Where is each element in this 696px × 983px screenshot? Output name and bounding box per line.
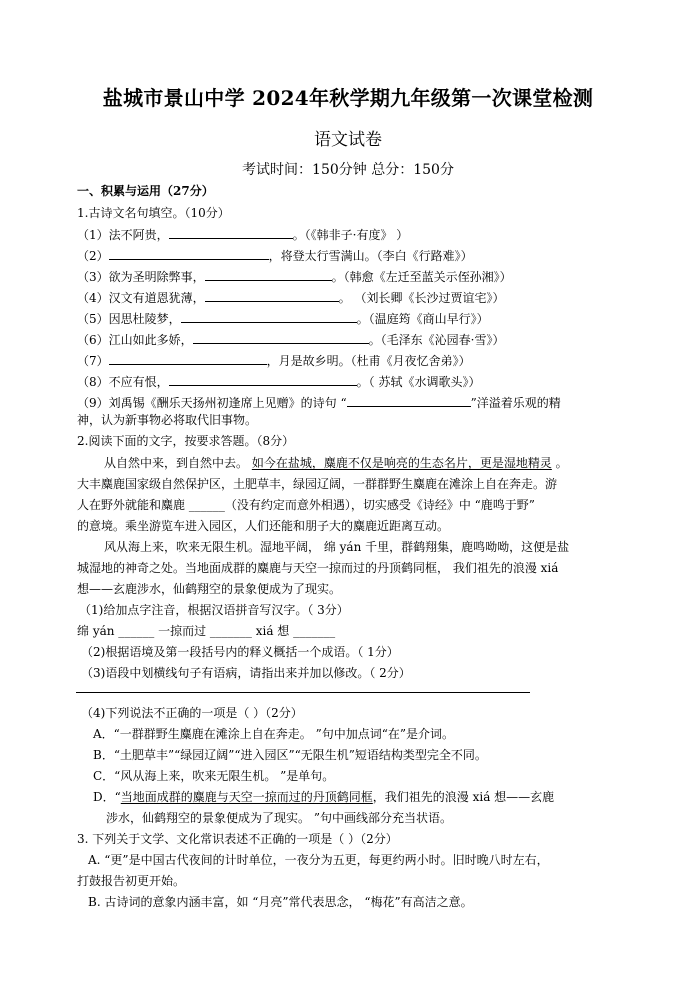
option-a: A．“一群群野生麋鹿在滩涂上自在奔走。 ”句中加点词“在”是介词。 (93, 727, 455, 741)
sub-question-1: （1)给加点字注音，根据汉语拼音写汉字。（ 3分） (79, 603, 349, 617)
q1-item-1 (77, 226, 408, 243)
underlined-phrase: 当地面成群的麋鹿与天空一掠而过的丹顶鹤同框 (120, 790, 373, 804)
passage-text: 。 (551, 456, 568, 470)
q1-item-8 (77, 373, 480, 390)
item-text: （3）欲为圣明除弊事， (77, 270, 205, 284)
passage-line: 风从海上来，吹来无限生机。湿地平阔， 绵 yán 千里，群鹤翔集，鹿鸣呦呦，这便是盐 (104, 540, 570, 554)
q1-item-9-continuation: 神，认为新事物必将取代旧事物。 (77, 413, 258, 427)
passage-line: 想——玄鹿涉水，仙鹤翔空的景象便成为了现实。 (77, 582, 342, 596)
underlined-sentence: 如今在盐城，麋鹿不仅是响亮的生态名片，更是湿地精灵 (251, 456, 552, 470)
q1-item-2 (77, 247, 473, 264)
item-source: ，将登太行雪满山。（李白《行路难》） (268, 249, 473, 263)
passage-line: 的意境。乘坐游览车进入园区，人们还能和朋子大的麋鹿近距离互动。 (77, 519, 450, 533)
option-text: ，我们祖先的浪漫 xiá 想——玄鹿 (372, 790, 555, 804)
option-c: C．“风从海上来，吹来无限生机。 ”是单句。 (93, 769, 335, 783)
sub-question-3: （3)语段中划横线句子有语病，请指出来并加以修改。（ 2分） (81, 666, 411, 680)
item-source: 。（毛泽东《沁园春·雪》） (368, 333, 505, 347)
sub-question-2: （2)根据语境及第一段括号内的释义概括一个成语。（ 1分） (81, 645, 399, 659)
answer-blank[interactable] (193, 331, 369, 344)
item-text: ”洋溢着乐观的精 (470, 396, 561, 410)
answer-blank[interactable] (205, 268, 332, 281)
answer-blank[interactable] (169, 373, 357, 386)
item-source: 。（《韩非子·有度》 ） (292, 228, 409, 242)
answer-blank[interactable] (181, 310, 357, 323)
q1-item-6 (77, 331, 504, 348)
item-text: （9）刘禹锡《酬乐天扬州初逢席上见赠》的诗句 “ (77, 396, 347, 410)
question-2-stem: 2.阅读下面的文字，按要求答题。（8分） (77, 434, 295, 448)
q3-option-b: B. 古诗词的意象内涵丰富，如 “月亮”常代表思念， “梅花”有高洁之意。 (88, 895, 473, 909)
item-text: （2） (77, 249, 109, 263)
question-3-stem: 3. 下列关于文学、文化常识表述不正确的一项是（ ）（2分） (77, 832, 398, 846)
passage-text: 从自然中来，到自然中去。 (104, 456, 252, 470)
option-text: D．“ (93, 790, 121, 804)
answer-blank[interactable] (169, 226, 293, 239)
item-text: （5）因思杜陵梦， (77, 312, 181, 326)
item-source: ，月是故乡明。（杜甫《月夜忆舍弟》） (266, 354, 471, 368)
item-text: （1）法不阿贵， (77, 228, 169, 242)
item-text: （7） (77, 354, 109, 368)
q1-item-4 (77, 289, 504, 306)
passage-line: 人在野外就能和麋鹿 ______（没有约定而意外相遇），切实感受《诗经》中 “鹿鸣于野” (77, 498, 535, 512)
item-text: （6）江山如此多娇， (77, 333, 193, 347)
sub-question-4: （4)下列说法不正确的一项是（ ）（2分） (81, 706, 303, 720)
option-d-continuation: 涉水，仙鹤翔空的景象便成为了现实。 ”句中画线部分充当状语。 (106, 811, 452, 825)
passage-line (104, 455, 568, 471)
sub-question-1-answers: 绵 yán ______ 一掠而过 _______ xiá 想 _______ (77, 624, 336, 638)
option-d (93, 789, 554, 805)
q1-item-3 (77, 268, 512, 285)
option-b: B．“土肥草丰”“绿园辽阔”“进入园区”“无限生机”短语结构类型完全不同。 (93, 748, 487, 762)
q3-option-a: A. “更”是中国古代夜间的计时单位，一夜分为五更，每更约两小时。旧时晚八时左右， (88, 853, 549, 867)
answer-blank[interactable] (109, 247, 269, 260)
item-source: 。（ 苏轼《水调歌头》） (356, 375, 481, 389)
exam-info: 考试时间：150分钟 总分：150分 (242, 162, 454, 178)
item-source: 。 （刘长卿《长沙过贾谊宅》） (338, 291, 505, 305)
q1-item-5 (77, 310, 489, 327)
passage-line: 大丰麋鹿国家级自然保护区，土肥草丰，绿园辽阔，一群群野生麋鹿在滩涂上自在奔走。游 (77, 477, 558, 491)
passage-line: 城湿地的神奇之处。当地面成群的麋鹿与天空一掠而过的丹顶鹤同框， 我们祖先的浪漫 xiá (77, 561, 559, 575)
question-1-stem: 1.古诗文名句填空。（10分） (77, 206, 230, 220)
item-text: （8）不应有恨， (77, 375, 169, 389)
q1-item-9 (77, 394, 561, 411)
answer-blank[interactable] (109, 352, 267, 365)
q3-option-a-continuation: 打鼓报告初更开始。 (77, 874, 186, 888)
answer-blank[interactable] (205, 289, 339, 302)
item-text: （4）汉文有道恩犹薄， (77, 291, 205, 305)
q1-item-7 (77, 352, 471, 369)
exam-subtitle: 语文试卷 (314, 130, 382, 150)
answer-blank[interactable] (347, 394, 471, 407)
item-source: 。（韩愈《左迁至蓝关示侄孙湘》） (331, 270, 512, 284)
item-source: 。（温庭筠《商山早行》） (356, 312, 489, 326)
exam-title: 盐城市景山中学 2024年秋学期九年级第一次课堂检测 (102, 86, 594, 110)
section-heading: 一、积累与运用（27分） (77, 184, 214, 198)
answer-line[interactable] (76, 692, 530, 693)
